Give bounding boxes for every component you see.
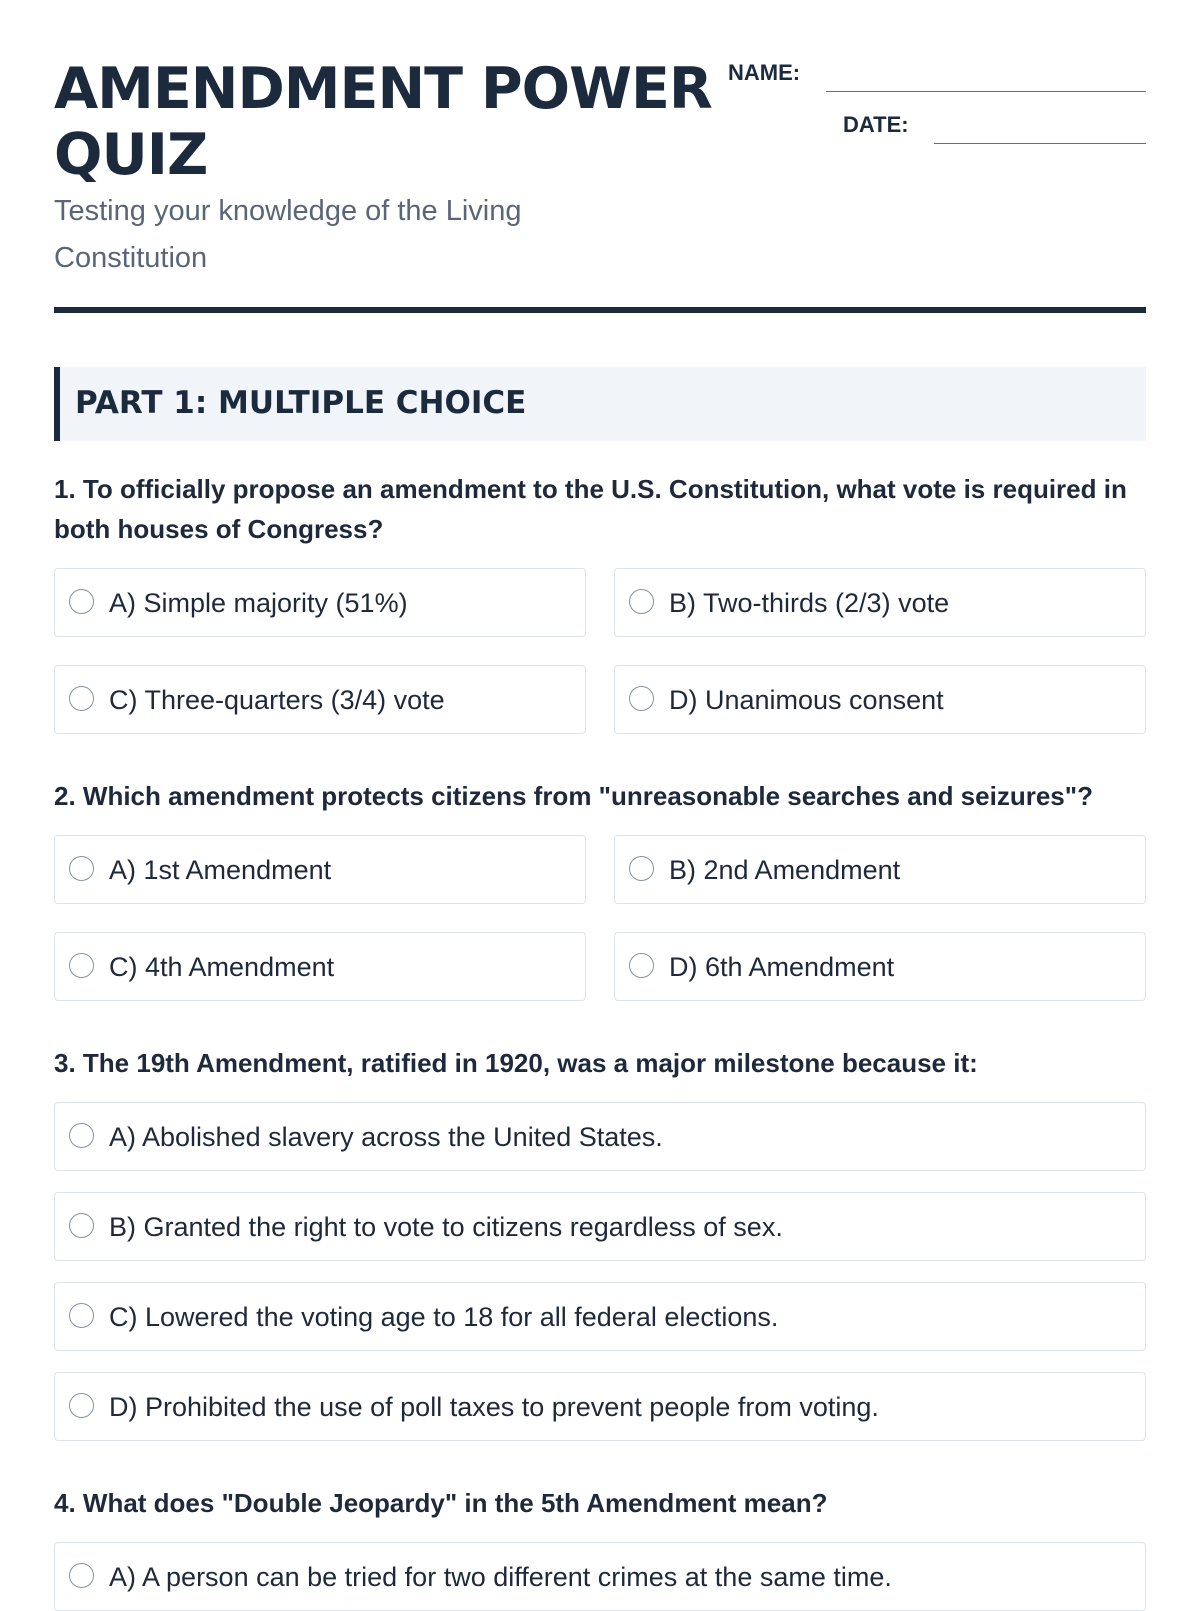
option-label: A) Abolished slavery across the United States.	[109, 1122, 663, 1152]
question-4-text: 4. What does "Double Jeopardy" in the 5th Amendment mean?	[54, 1488, 828, 1518]
page-title: AMENDMENT POWER QUIZ	[54, 56, 712, 188]
option-label: B) 2nd Amendment	[669, 855, 901, 885]
radio-icon[interactable]	[69, 856, 94, 881]
radio-icon[interactable]	[629, 953, 654, 978]
q1-option-b[interactable]	[614, 568, 1146, 637]
option-label: C) Three-quarters (3/4) vote	[109, 685, 445, 715]
q2-option-c[interactable]	[54, 932, 586, 1001]
q2-option-b[interactable]	[614, 835, 1146, 904]
radio-icon[interactable]	[629, 856, 654, 881]
name-label: NAME:	[728, 60, 801, 85]
option-label: B) Two-thirds (2/3) vote	[669, 588, 950, 618]
date-label: DATE:	[843, 112, 909, 137]
name-line[interactable]	[826, 91, 1146, 92]
option-label: A) 1st Amendment	[109, 855, 332, 885]
option-label: D) 6th Amendment	[669, 952, 895, 982]
page-subtitle: Testing your knowledge of the Living Constitution	[54, 195, 522, 274]
q2-option-a[interactable]	[54, 835, 586, 904]
radio-icon[interactable]	[69, 1303, 94, 1328]
question-2-text: 2. Which amendment protects citizens from "unreasonable searches and seizures"?	[54, 781, 1093, 811]
radio-icon[interactable]	[629, 686, 654, 711]
q3-option-d[interactable]	[54, 1372, 1146, 1441]
radio-icon[interactable]	[69, 953, 94, 978]
question-1-text: 1. To officially propose an amendment to the U.S. Constitution, what vote is required in both houses of Congress?	[54, 474, 1127, 544]
option-label: D) Prohibited the use of poll taxes to prevent people from voting.	[109, 1392, 879, 1422]
radio-icon[interactable]	[69, 1393, 94, 1418]
radio-icon[interactable]	[69, 1563, 94, 1588]
question-3-text: 3. The 19th Amendment, ratified in 1920, was a major milestone because it:	[54, 1048, 978, 1078]
quiz-page	[54, 0, 1146, 1592]
date-line[interactable]	[934, 143, 1146, 144]
q2-option-d[interactable]	[614, 932, 1146, 1001]
q3-option-c[interactable]	[54, 1282, 1146, 1351]
radio-icon[interactable]	[69, 1123, 94, 1148]
option-label: C) Lowered the voting age to 18 for all federal elections.	[109, 1302, 779, 1332]
option-label: B) Granted the right to vote to citizens regardless of sex.	[109, 1212, 783, 1242]
header-divider	[54, 307, 1146, 313]
name-field[interactable]	[728, 58, 1146, 110]
date-field[interactable]	[728, 110, 1146, 162]
radio-icon[interactable]	[629, 589, 654, 614]
option-label: C) 4th Amendment	[109, 952, 335, 982]
radio-icon[interactable]	[69, 686, 94, 711]
radio-icon[interactable]	[69, 589, 94, 614]
option-label: A) Simple majority (51%)	[109, 588, 408, 618]
q1-option-c[interactable]	[54, 665, 586, 734]
student-info-fields	[728, 58, 1146, 162]
q1-option-d[interactable]	[614, 665, 1146, 734]
q3-option-b[interactable]	[54, 1192, 1146, 1261]
section-heading	[54, 367, 1146, 441]
option-label: A) A person can be tried for two different crimes at the same time.	[109, 1562, 892, 1592]
q4-option-a[interactable]	[54, 1542, 1146, 1611]
q3-option-a[interactable]	[54, 1102, 1146, 1171]
section-heading-text: PART 1: MULTIPLE CHOICE	[75, 385, 527, 421]
quiz-header	[54, 0, 1146, 312]
option-label: D) Unanimous consent	[669, 685, 944, 715]
radio-icon[interactable]	[69, 1213, 94, 1238]
q1-option-a[interactable]	[54, 568, 586, 637]
